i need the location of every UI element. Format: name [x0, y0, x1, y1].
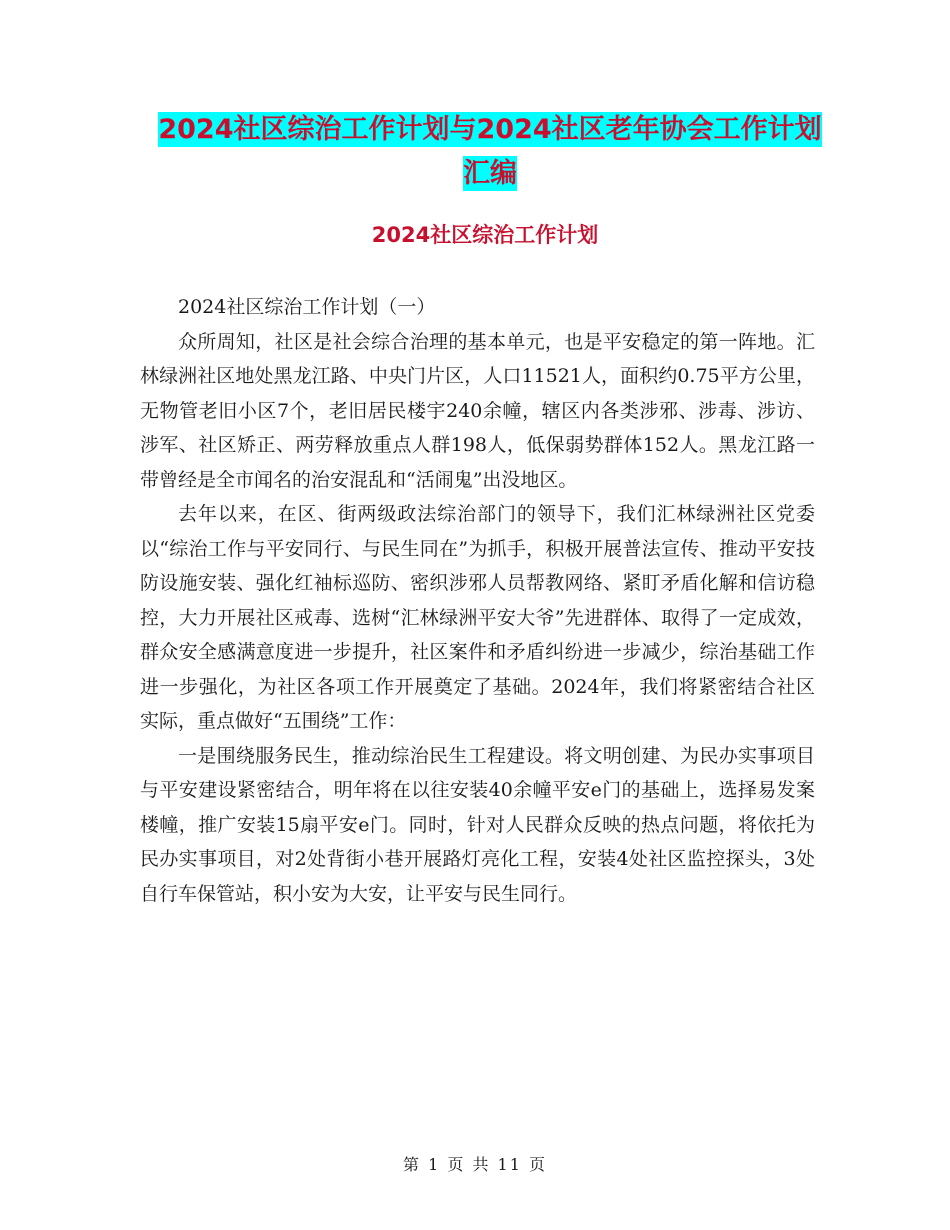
section-title: 2024社区综治工作计划	[371, 223, 599, 247]
page-footer: 第 1 页 共 11 页	[403, 1155, 547, 1174]
paragraph-3: 一是围绕服务民生，推动综治民生工程建设。将文明创建、为民办实事项目与平安建设紧密结合，明年将在以往安装40余幢平安e门的基础上，选择易发案楼幢，推广安装15扇平安e门。同时，针对人民群众反映的热点问题，将依托为民办实事项目，对2处背街小巷开展路灯亮化工程，安装4处社区监控探头，3处自行车保管站，积小安为大安，让平安与民生同行。	[140, 744, 815, 905]
paragraph-1: 众所周知，社区是社会综合治理的基本单元，也是平安稳定的第一阵地。汇林绿洲社区地处黑龙江路、中央门片区，人口11521人，面积约0.75平方公里，无物管老旧小区7个，老旧居民楼宇240余幢，辖区内各类涉邪、涉毒、涉访、涉军、社区矫正、两劳释放重点人群198人，低保弱势群体152人。黑龙江路一带曾经是全市闻名的治安混乱和“活闹鬼”出没地区。	[140, 330, 815, 491]
paragraph-2: 去年以来，在区、街两级政法综治部门的领导下，我们汇林绿洲社区党委以“综治工作与平安同行、与民生同在”为抓手，积极开展普法宣传、推动平安技防设施安装、强化红袖标巡防、密织涉邪人员帮教网络、紧盯矛盾化解和信访稳控，大力开展社区戒毒、选树“汇林绿洲平安大爷”先进群体、取得了一定成效，群众安全感满意度进一步提升，社区案件和矛盾纠纷进一步减少，综治基础工作进一步强化，为社区各项工作开展奠定了基础。2024年，我们将紧密结合社区实际，重点做好“五围绕”工作：	[140, 503, 815, 732]
paragraph-subtitle: 2024社区综治工作计划（一）	[178, 296, 436, 318]
title-line-2: 汇编	[463, 158, 517, 189]
title-line-1: 2024社区综治工作计划与2024社区老年协会工作计划	[158, 114, 822, 145]
document-title	[140, 108, 840, 196]
document-body	[140, 290, 815, 911]
